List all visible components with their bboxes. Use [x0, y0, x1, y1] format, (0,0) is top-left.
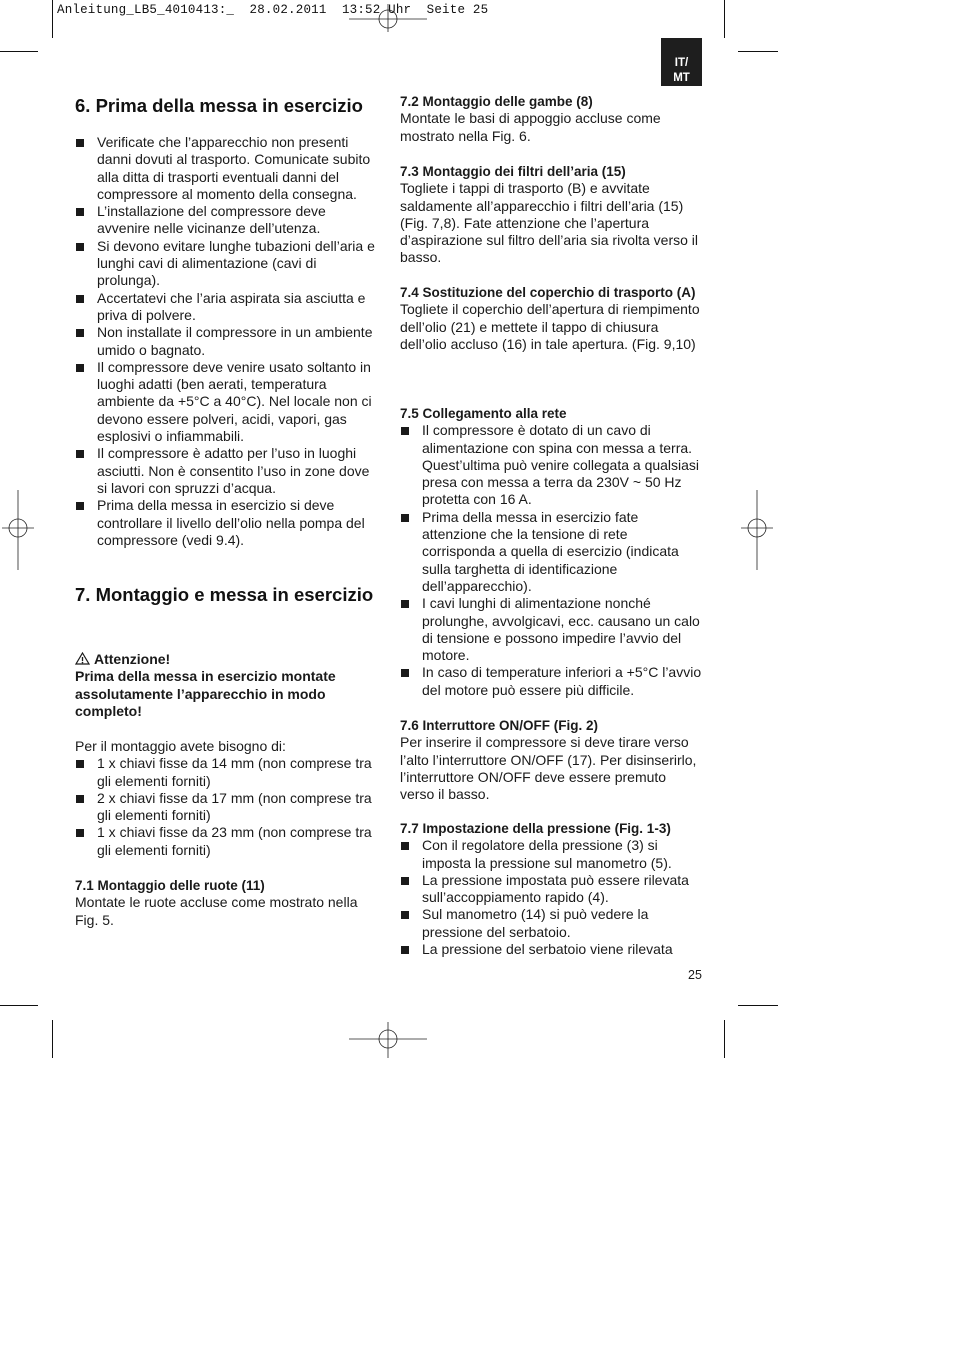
tools-intro: Per il montaggio avete bisogno di:: [75, 738, 286, 754]
page-number: 25: [688, 968, 702, 982]
list-item: La pressione impostata può essere rilevata sull’accoppiamento rapido (4).: [400, 872, 702, 907]
warning-text: Prima della messa in esercizio montate assolutamente l’apparecchio in modo completo!: [75, 668, 336, 719]
registration-mark-right: [741, 490, 773, 570]
crop-mark: [738, 1005, 778, 1006]
section-7-7-list: [400, 837, 702, 958]
list-item: 1 x chiavi fisse da 23 mm (non comprese tra gli elementi forniti): [75, 824, 380, 859]
section-7-2-title: 7.2 Montaggio delle gambe (8): [400, 94, 593, 109]
list-item: Prima della messa in esercizio fate attenzione che la tensione di rete corrisponda a quella di esercizio (indicata sulla targhetta di identificazione dell’apparecchio).: [400, 509, 702, 595]
section-7-7: [400, 820, 702, 958]
section-7-6-title: 7.6 Interruttore ON/OFF (Fig. 2): [400, 718, 599, 733]
list-item: Sul manometro (14) si può vedere la pressione del serbatoio.: [400, 906, 702, 941]
section-7-7-title: 7.7 Impostazione della pressione (Fig. 1-3): [400, 821, 671, 836]
section-7-3-text: Togliete i tappi di trasporto (B) e avvitate saldamente all’apparecchio i filtri dell’aria (15) (Fig. 7,8). Fate attenzione che l’apertura d’aspirazione sul filtro dell’aria sia rivolta verso il basso.: [400, 180, 699, 266]
crop-mark: [52, 1020, 53, 1058]
list-item: Il compressore deve venire usato soltanto in luoghi adatti (ben aerati, temperatura ambiente da +5°C a 40°C). Nel locale non ci devono essere polveri, acidi, vapori, gas esplosivi o infiammabili.: [75, 359, 380, 445]
list-item: I cavi lunghi di alimentazione nonché prolunghe, avvolgicavi, ecc. causano un calo di tensione e possono impedire l’avvio del motore.: [400, 595, 702, 664]
section-7-1-text: Montate le ruote accluse come mostrato nella Fig. 5.: [75, 894, 358, 928]
section-7-2-text: Montate le basi di appoggio accluse come mostrato nella Fig. 6.: [400, 110, 661, 144]
section-6-title: 6. Prima della messa in esercizio: [75, 95, 363, 116]
language-tab-line2: MT: [673, 72, 690, 84]
tools-block: [75, 738, 380, 859]
list-item: Prima della messa in esercizio si deve controllare il livello dell’olio nella pompa del compressore (vedi 9.4).: [75, 497, 380, 549]
registration-mark-top: [349, 2, 427, 32]
list-item: Si devono evitare lunghe tubazioni dell’aria e lunghi cavi di alimentazione (cavi di prolunga).: [75, 238, 380, 290]
section-7-title: 7. Montaggio e messa in esercizio: [75, 584, 374, 605]
section-7-6-text: Per inserire il compressore si deve tirare verso l’alto l’interruttore ON/OFF (17). Per disinserirlo, l’interruttore ON/OFF deve essere premuto verso il basso.: [400, 734, 697, 803]
list-item: 2 x chiavi fisse da 17 mm (non comprese tra gli elementi forniti): [75, 790, 380, 825]
section-7-4-text: Togliete il coperchio dell’apertura di riempimento dell’olio (21) e mettete il tappo di chiusura dell’olio accluso (16) in tale apertura. (Fig. 9,10): [400, 301, 700, 352]
language-tab-line1: IT/: [674, 57, 689, 69]
crop-mark: [724, 1020, 725, 1058]
crop-mark: [724, 0, 725, 38]
list-item: 1 x chiavi fisse da 14 mm (non comprese tra gli elementi forniti): [75, 755, 380, 790]
tools-list: [75, 755, 380, 859]
section-7-4: [400, 284, 702, 353]
list-item: Non installate il compressore in un ambiente umido o bagnato.: [75, 324, 380, 359]
crop-mark: [52, 0, 53, 38]
section-7-5-title: 7.5 Collegamento alla rete: [400, 406, 567, 421]
crop-mark: [0, 51, 38, 52]
list-item: Il compressore è dotato di un cavo di alimentazione con spina con messa a terra. Quest’ultima può venire collegata a qualsiasi presa con messa a terra da 230V ~ 50 Hz protetta con 16 A.: [400, 422, 702, 508]
list-item: La pressione del serbatoio viene rilevata: [400, 941, 702, 958]
list-item: L’installazione del compressore deve avvenire nelle vicinanze dell’utenza.: [75, 203, 380, 238]
section-7-2: [400, 93, 702, 145]
list-item: Il compressore è adatto per l’uso in luoghi asciutti. Non è consentito l’uso in zone dove si lavori con spruzzi d’acqua.: [75, 445, 380, 497]
registration-mark-bottom: [349, 1022, 427, 1058]
section-7-1: [75, 877, 380, 929]
section-7-1-title: 7.1 Montaggio delle ruote (11): [75, 878, 265, 893]
section-7-6: [400, 717, 702, 803]
section-7-3: [400, 163, 702, 267]
section-6-list: [75, 134, 380, 549]
warning-block: [75, 651, 380, 720]
section-7-5: [400, 405, 702, 699]
list-item: In caso di temperature inferiori a +5°C l’avvio del motore può essere più difficile.: [400, 664, 702, 699]
section-7-4-title: 7.4 Sostituzione del coperchio di trasporto (A): [400, 285, 696, 300]
section-6: [75, 94, 380, 118]
warning-icon: [75, 652, 90, 665]
crop-mark: [0, 1005, 38, 1006]
section-7-5-list: [400, 422, 702, 699]
registration-mark-left: [2, 490, 34, 570]
print-header: Anleitung_LB5_4010413:_ 28.02.2011 13:52 Uhr Seite 25: [57, 3, 489, 17]
language-tab: [661, 38, 702, 86]
list-item: Con il regolatore della pressione (3) si imposta la pressione sul manometro (5).: [400, 837, 702, 872]
list-item: Verificate che l’apparecchio non presenti danni dovuti al trasporto. Comunicate subito alla ditta di trasporti eventuali danni del compressore al momento della consegna.: [75, 134, 380, 203]
list-item: Accertatevi che l’aria aspirata sia asciutta e priva di polvere.: [75, 290, 380, 325]
crop-mark: [738, 51, 778, 52]
section-7: [75, 583, 380, 607]
section-7-3-title: 7.3 Montaggio dei filtri dell’aria (15): [400, 164, 626, 179]
warning-label: Attenzione!: [94, 651, 171, 667]
